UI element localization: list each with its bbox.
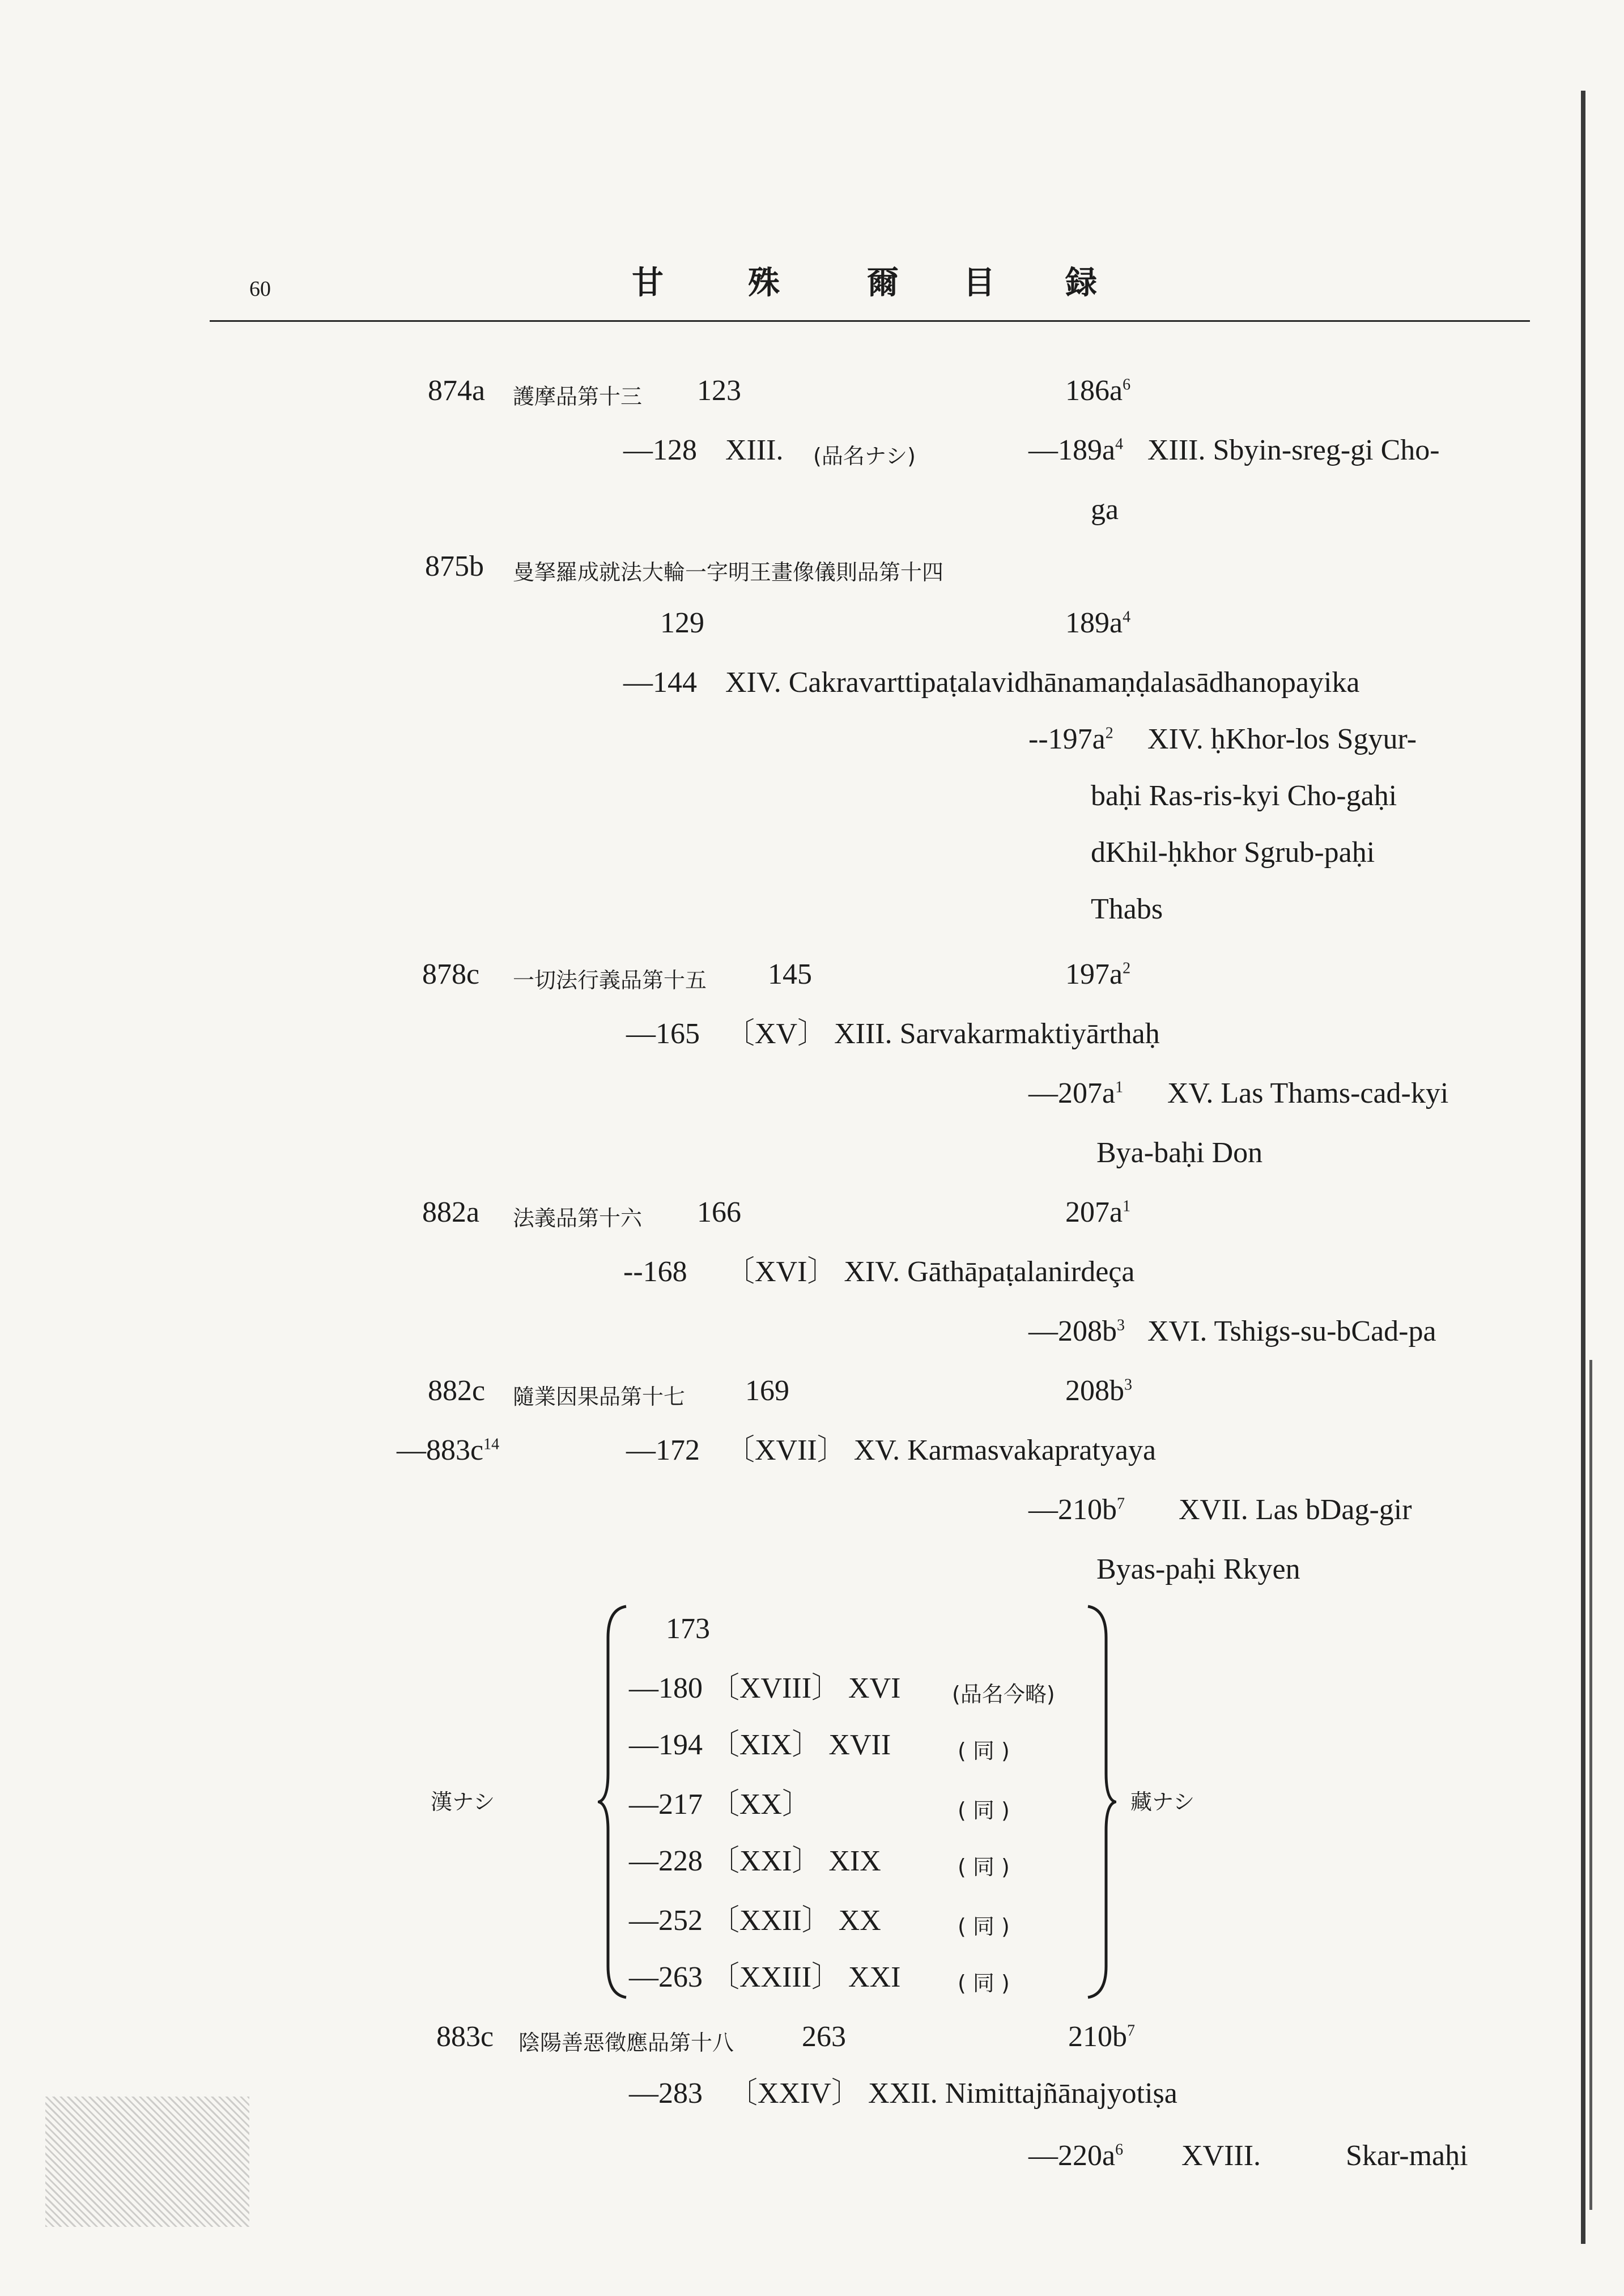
- tibetan-end-folio: $—220a^6$: [1028, 2140, 1124, 2172]
- right-brace-label: 藏ナシ: [1130, 1789, 1195, 1814]
- brace-row: —252 〔XXII〕 XX: [629, 1904, 881, 1937]
- brace-row: —263 〔XXIII〕 XXI: [629, 1961, 901, 1993]
- sanskrit-title: 〔XVI〕 XIV. Gāthāpaṭalanirdeça: [725, 1256, 1135, 1288]
- tibetan-title-cont: Thabs: [1091, 893, 1163, 925]
- tibetan-end-folio: $—210b^7$: [1028, 1494, 1125, 1526]
- entry-id: 882a: [422, 1196, 480, 1228]
- tibetan-title: XIII. Sbyin-sreg-gi Cho-: [1147, 434, 1440, 466]
- binding-edge: [1581, 91, 1585, 2244]
- tibetan-title-cont: ga: [1091, 494, 1119, 526]
- brace-row-note: ( 同 ): [958, 1855, 1010, 1880]
- sanskrit-title: XIII.: [725, 434, 784, 466]
- chinese-end-page: —172: [626, 1434, 700, 1466]
- chinese-chapter-title: 陰陽善惡徵應品第十八: [518, 2030, 734, 2055]
- left-brace: [598, 1604, 632, 2000]
- brace-row-note: ( 同 ): [958, 1738, 1010, 1763]
- tibetan-title-cont: baḥi Ras-ris-kyi Cho-gaḥi: [1091, 780, 1397, 812]
- tibetan-end-folio: $--197a^2$: [1028, 723, 1113, 755]
- brace-row: —180 〔XVIII〕 XVI: [629, 1672, 901, 1704]
- chinese-chapter-title: 護摩品第十三: [513, 384, 643, 409]
- header-char-1: 甘: [632, 265, 667, 301]
- page-number: 60: [249, 277, 271, 301]
- chinese-start-page: 123: [697, 375, 741, 407]
- chinese-start-page: 263: [802, 2021, 846, 2053]
- entry-id: 878c: [422, 958, 480, 990]
- brace-row: —228 〔XXI〕 XIX: [629, 1845, 881, 1877]
- chinese-start-page: 169: [745, 1375, 789, 1407]
- header-char-4: 目: [963, 265, 998, 301]
- entry-id: 875b: [425, 550, 484, 582]
- tibetan-start-folio: $210b^7$: [1068, 2021, 1135, 2053]
- entry-id: 883c: [436, 2021, 494, 2053]
- chinese-end-page: —128: [623, 434, 697, 466]
- chinese-end-page: —165: [626, 1018, 700, 1050]
- tibetan-end-folio: $—189a^4$: [1028, 434, 1124, 466]
- tibetan-title-cont: Skar-maḥi: [1346, 2140, 1468, 2172]
- brace-row-note: ( 同 ): [958, 1971, 1010, 1996]
- chinese-chapter-title: 法義品第十六: [513, 1206, 643, 1231]
- tibetan-title: XIV. ḥKhor-los Sgyur-: [1147, 723, 1417, 755]
- chinese-end-page: —144: [623, 666, 697, 699]
- brace-row: —217 〔XX〕: [629, 1788, 812, 1821]
- note: (品名ナシ): [813, 444, 916, 469]
- chinese-start-page: 129: [660, 607, 704, 639]
- scan-noise: [45, 2097, 249, 2227]
- tibetan-end-folio: $—207a^1$: [1028, 1077, 1124, 1109]
- chinese-chapter-title: 隨業因果品第十七: [513, 1384, 686, 1409]
- brace-row-note: ( 同 ): [958, 1798, 1010, 1823]
- tibetan-title: XVI. Tshigs-su-bCad-pa: [1147, 1315, 1436, 1347]
- header-char-3: 爾: [867, 265, 902, 301]
- entry-end-id: $—883c^{14}$: [397, 1434, 500, 1466]
- tibetan-start-folio: $197a^2$: [1065, 958, 1131, 990]
- left-brace-label: 漢ナシ: [431, 1789, 495, 1814]
- tibetan-title-cont: dKhil-ḥkhor Sgrub-paḥi: [1091, 836, 1375, 869]
- header-char-2: 殊: [748, 265, 783, 301]
- brace-row-note: (品名今略): [952, 1682, 1055, 1707]
- chinese-start-page: 166: [697, 1196, 741, 1228]
- sanskrit-title: 〔XV〕 XIII. Sarvakarmaktiyārthaḥ: [725, 1018, 1160, 1050]
- tibetan-start-folio: $208b^3$: [1065, 1375, 1132, 1407]
- tibetan-start-folio: $186a^6$: [1065, 375, 1131, 407]
- brace-row: 173: [666, 1613, 710, 1645]
- tibetan-title: XVII. Las bDag-gir: [1179, 1494, 1412, 1526]
- chinese-end-page: —283: [629, 2077, 703, 2110]
- chinese-end-page: --168: [623, 1256, 687, 1288]
- brace-row: —194 〔XIX〕 XVII: [629, 1729, 891, 1761]
- tibetan-title: XV. Las Thams-cad-kyi: [1167, 1077, 1449, 1109]
- tibetan-start-folio: $189a^4$: [1065, 607, 1131, 639]
- sanskrit-title: 〔XVII〕 XV. Karmasvakapratyaya: [725, 1434, 1157, 1466]
- tibetan-title-cont: Byas-paḥi Rkyen: [1096, 1553, 1300, 1585]
- sanskrit-title: XIV. Cakravarttipaṭalavidhānamaṇḍalasādhanopayika: [725, 666, 1360, 699]
- tibetan-start-folio: $207a^1$: [1065, 1196, 1131, 1228]
- brace-row-note: ( 同 ): [958, 1914, 1010, 1939]
- entry-id: 882c: [428, 1375, 486, 1407]
- entry-id: 874a: [428, 375, 486, 407]
- right-brace: [1082, 1604, 1116, 2000]
- tibetan-end-folio: $—208b^3$: [1028, 1315, 1125, 1347]
- header-rule: [210, 320, 1530, 322]
- chinese-start-page: 145: [768, 958, 812, 990]
- tibetan-title: XVIII.: [1181, 2140, 1261, 2172]
- chinese-chapter-title: 曼拏羅成就法大輪一字明王畫像儀則品第十四: [513, 560, 944, 585]
- tibetan-title-cont: Bya-baḥi Don: [1096, 1137, 1263, 1169]
- chinese-chapter-title: 一切法行義品第十五: [513, 968, 707, 993]
- header-char-5: 録: [1065, 265, 1100, 301]
- binding-edge-shadow: [1589, 1360, 1592, 2210]
- sanskrit-title: 〔XXIV〕 XXII. Nimittajñānajyotiṣa: [728, 2077, 1177, 2110]
